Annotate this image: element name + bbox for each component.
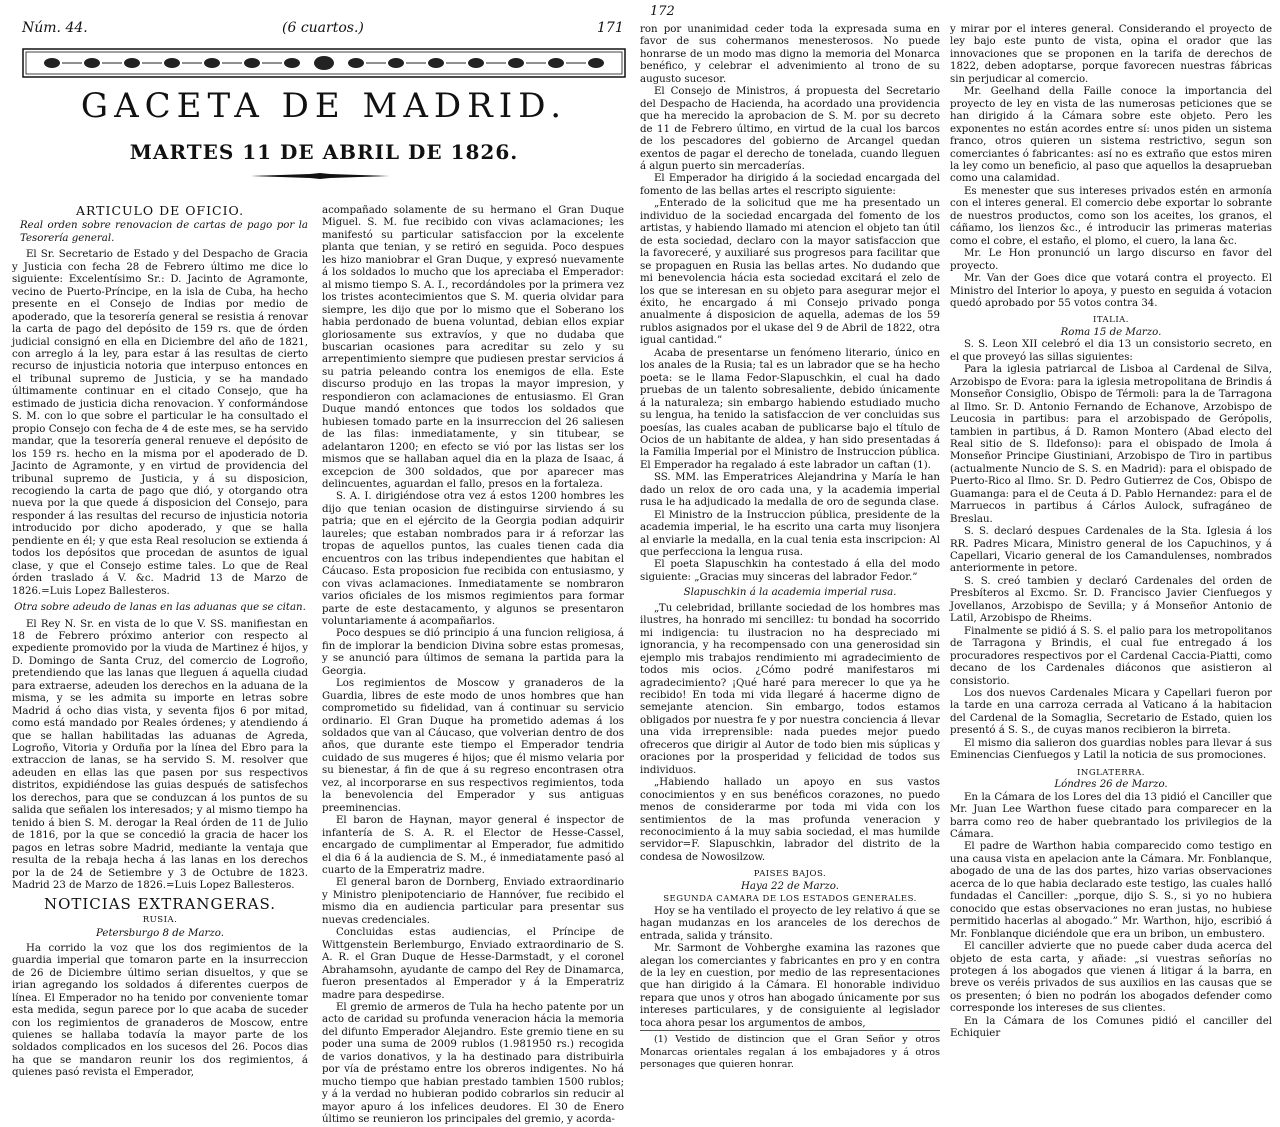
decorative-rule bbox=[250, 173, 390, 179]
section-title-oficio: ARTICULO DE OFICIO. bbox=[75, 203, 245, 218]
para-palio: Finalmente se pidió á S. S. el palio para los metropolitanos de Tarragona y Brindis, el cual fue entregado á los procuradores respectivos por el Cardenal Caccia-Piatti, como decano de los Cardenales diáconos que asistieron al consistorio. bbox=[950, 625, 1272, 687]
column-3 bbox=[640, 0, 941, 1071]
para-lehon: Mr. Le Hon pronunció un largo discurso en favor del proyecto. bbox=[950, 248, 1272, 272]
subhead-real-orden: Real orden sobre renovacion de cartas de pago por la Tesorería general. bbox=[20, 220, 308, 244]
para-geelhand: Mr. Geelhand della Faille conoce la importancia del proyecto de ley en vista de las numerosas peticiones que se han dirigido á la Cámara sobre este objeto. Pero les exponentes no están acordes entre sí: unos piden un sistema franco, otros quieren un sistema restrictivo, segun son comerciantes ó fabricantes: así no es extraño que estos miren la ley como un beneficio, al paso que aquellos la desaprueban como una calamidad. bbox=[950, 86, 1272, 185]
subhead-camara: SEGUNDA CAMARA DE LOS ESTADOS GENERALES. bbox=[663, 894, 917, 905]
header-row bbox=[22, 20, 622, 38]
para-nuevos: Los dos nuevos Cardenales Micara y Capellari fueron por la tarde en una carroza cerrada al Vaticano á la habitacion del Cardenal de la Somaglia, Secretario de Estado, quien los presentó á S. S., de cuyas manos recibieron la birreta. bbox=[950, 688, 1272, 737]
column-1 bbox=[12, 203, 308, 1079]
column-2 bbox=[322, 205, 624, 1126]
subhead-lanas: Otra sobre adeudo de lanas en las aduanas que se citan. bbox=[14, 602, 306, 614]
para-roma: S. S. Leon XII celebró el dia 13 un consistorio secreto, en el que proveyó las sillas siguientes: bbox=[950, 339, 1272, 363]
place-roma: Roma 15 de Marzo. bbox=[1060, 326, 1162, 338]
footnote: (1) Vestido de distincion que el Gran Señor y otros Monarcas orientales regalan á los embajadores y á otros personages que quieren honrar. bbox=[640, 1030, 940, 1071]
price-label: (6 cuartos.) bbox=[282, 20, 364, 36]
para-consejo: El Consejo de Ministros, á propuesta del Secretario del Despacho de Hacienda, ha acordado una providencia que ha merecido la aprobacion de S. M. por su decreto de 11 de Febrero último, en virtud de la cual los barcos de los pescadores del gobierno de Arcangel quedan exentos de pagar el derecho de tonelada, cuando lleguen á algun puerto sin mercaderías. bbox=[640, 86, 940, 172]
para-canciller: El canciller advierte que no puede caber duda acerca del objeto de esta carta, y añade: „si vuestras señorías no protegen á los abogados que vienen á litigar á la barra, en breve os veréis privados de sus auxilios en las causas que se os presenten; ó bien no podrán los abogados defender como corresponde los intereses de sus clientes. bbox=[950, 941, 1272, 1015]
para-comunes: En la Cámara de los Comunes pidió el canciller del Echiquier bbox=[950, 1015, 1272, 1040]
para-agramonte: El Sr. Secretario de Estado y del Despacho de Gracia y Justicia con fecha 28 de Febrero último me dice lo siguiente: Excelentísimo Sr.: D. Jacinto de Agramonte, vecino de Puerto-Príncipe, en la isla de Cuba, ha hecho presente en el Consejo de Indias por medio de apoderado, que la tesorería general se resistia á renovar la carta de pago del depósito de 159 rs. que de órden judicial consignó en ella en Diciembre del año de 1821, con arreglo á la ley, para estar á las resultas de cierto recurso de injusticia notoria que interpuso entonces en el tribunal supremo de Justicia, y se ha mandado últimamente continuar en el citado Consejo, que ha estimado de justicia dicha renovacion. Y conformándose S. M. con lo que sobre el particular le ha consultado el propio Consejo con fecha de 4 de este mes, se ha servido mandar, que la tesorería general renueve el depósito de los 159 rs. hecho en la misma por el apoderado de D. Jacinto de Agramonte, y en virtud de providencia del tribunal supremo de Justicia, y á su disposicion, recogiendo la carta de pago que dió, y otorgando otra nueva por la que quede á disposicion del Consejo, para responder á las resultas del recurso de injusticia notoria introducido por dicho apoderado, y que se halla pendiente en él; y que esta Real resolucion se extienda á todos los depósitos que procedan de asuntos de igual clase, y que el Consejo estime tales. Lo que de Real órden traslado á V. &c. Madrid 13 de Marzo de 1826.=Luis Lopez Ballesteros. bbox=[12, 249, 308, 597]
para-rescripto: „Enterado de la solicitud que me ha presentado un individuo de la sociedad encargada del fomento de los artistas, y habiendo llamado mi atencion el objeto tan útil de esta sociedad, declaro con la mayor satisfaccion que la favoreceré, y auxiliaré sus progresos para facilitar que se propaguen en Rusia las bellas artes. No dudando que mi benevolencia hácia esta sociedad excitará el zelo de los que se interesan en su objeto para asegurar mejor el éxito, he encargado á mi Consejo privado ponga anualmente á disposicion de aquella, ademas de los 59 rublos asignados por el ukase del 9 de Abril de 1822, otra igual cantidad.” bbox=[640, 198, 940, 347]
col2-paragraph: Concluidas estas audiencias, el Príncipe de Wittgenstein Berlemburgo, Enviado extraordinario de S. A. R. el Gran Duque de Hesse-Darmstadt, y el coronel Abrahamsohn, ayudante de campo del Rey de Dinamarca, fueron presentados al Emperador y á la Emperatriz madre para despedirse. bbox=[322, 927, 624, 1001]
para-ministro: El Ministro de la Instruccion pública, presidente de la academia imperial, le ha escrito una carta muy lisonjera al enviarle la medalla, en la cual tenia esta inscripcion: Al que perfecciona la lengua rusa. bbox=[640, 509, 940, 559]
subhead-slapuschkin: Slapuschkin á la academia imperial rusa. bbox=[683, 587, 897, 599]
para-emperador: El Emperador ha dirigido á la sociedad encargada del fomento de las bellas artes el rescripto siguiente: bbox=[640, 173, 940, 197]
para-fenomeno: Acaba de presentarse un fenómeno literario, único en los anales de la Rusia; tal es un labrador que se ha hecho poeta: se le llama Fedor-Slapuschkin, el cual ha dado pruebas de un talento sobresaliente, debido únicamente á la naturaleza; sin embargo habiendo estudiado mucho su lengua, ha tenido la satisfaccion de ver concluidas sus poesías, las cuales acaban de publicarse bajo el título de Ocios de un habitante de aldea, y han sido presentadas á la Familia Imperial por el Ministro de Instruccion pública. El Emperador ha regalado á este labrador un caftan (1). bbox=[640, 347, 940, 471]
para-intro: ron por unanimidad ceder toda la expresada suma en favor de sus cohermanos menesterosos. No puede honrarse de un modo mas digno la memoria del Monarca benéfico, y celebrar el advenimiento al trono de su augusto sucesor. bbox=[640, 24, 940, 85]
page-number-right: 172 bbox=[650, 4, 675, 19]
para-necesario: Es menester que sus intereses privados estén en armonía con el interes general. El comercio debe exportar lo sobrante de nuestros productos, como son los aceites, los granos, el cáñamo, los lienzos &c., é introducir las primeras materias como el cobre, el estaño, el plomo, el cuero, la lana &c. bbox=[950, 185, 1272, 247]
col2-paragraph: El gremio de armeros de Tula ha hecho patente por un acto de caridad su profunda veneracion hácia la memoria del difunto Emperador Alejandro. Este gremio tiene en su poder una suma de 2009 rublos (1.981950 rs.) recogida de varios donativos, y la ha destinado para distribuirla por vía de préstamo entre los obreros indigentes. No há mucho tiempo que habian prestado tambien 1500 rublos; y á la verdad no hubieran podido cobrarlos sin reducir al mayor apuro á los infelices deudores. El 30 de Enero último se reunieron los principales del gremio, y acorda- bbox=[322, 1002, 624, 1126]
country-paises-bajos: PAISES BAJOS. bbox=[753, 869, 827, 880]
place-londres: Lóndres 26 de Marzo. bbox=[1054, 779, 1168, 791]
place-petersburgo: Petersburgo 8 de Marzo. bbox=[96, 928, 224, 940]
para-creo: S. S. creó tambien y declaró Cardenales del orden de Presbíteros al Excmo. Sr. D. Francisco Javier Cienfuegos y Jovellanos, Arzobispo de Sevilla; y á Monseñor Antonio de Latil, Arzobispo de Rheims. bbox=[950, 575, 1272, 625]
masthead-title: GACETA DE MADRID. bbox=[80, 86, 568, 126]
para-lanas: El Rey N. Sr. en vista de lo que V. SS. manifiestan en 18 de Febrero próximo anterior con respecto al expediente promovido por la viuda de Martinez é hijos, y D. Domingo de Santa Cruz, del comercio de Logroño, pretendiendo que las lanas que lleguen á aquella ciudad para extraerse, adeuden los derechos en la aduana de la misma, y se les admita su importe en letras sobre Madrid á ocho dias vista, y seventa fijos 6 por mitad, como está mandado por Reales órdenes; y atendiendo á que se hallan habilitadas las aduanas de Agreda, Logroño, Vitoria y Orduña por la línea del Ebro para la extraccion de lanas, se ha servido S. M. resolver que adeuden en ellas las que pasen por sus respectivos distritos, expidiéndose las guias después de satisfechos los derechos, para que se conduzcan á los puntos de su salida que señalen los interesados; y al mismo tiempo ha tenido á bien S. M. derogar la Real órden de 11 de Julio de 1816, por la que se concedió la gracia de hacer los pagos en letras sobre Madrid, mediante la ventaja que resulta de la rebaja hecha á las lanas en los derechos por la de 24 de Setiembre y 3 de Octubre de 1823. Madrid 23 de Marzo de 1826.=Luis Lopez Ballesteros. bbox=[12, 618, 308, 892]
issue-number: Núm. 44. bbox=[22, 20, 88, 36]
col2-paragraph: S. A. I. dirigiéndose otra vez á estos 1200 hombres les dijo que tenian ocasion de distinguirse sirviendo á su patria; que en el ejército de la Georgia podian adquirir laureles; que estaban nombrados para ir á reforzar las tropas de aquellos puntos, las cuales tienen cada dia encuentros con las tribus independientes que habitan el Cáucaso. Esta proposicion fue recibida con entusiasmo, y con vivas aclamaciones. Inmediatamente se nombraron varios oficiales de los mismos regimientos para formar parte de este destacamento, y algunos se presentaron voluntariamente á acompañarlos. bbox=[322, 491, 624, 627]
para-carta2: „Habiendo hallado un apoyo en sus vastos conocimientos y en sus benéficos corazones, no puedo menos de considerarme por toda mi vida con los sentimientos de la mas profunda veneracion y reconocimiento á la muy sabia sociedad, el mas humilde servidor=F. Slapuschkin, labrador del distrito de la condesa de Nowosilzow. bbox=[640, 777, 940, 863]
masthead-date: MARTES 11 DE ABRIL DE 1826. bbox=[129, 140, 519, 164]
country-rusia: RUSIA. bbox=[142, 914, 178, 925]
col2-paragraph: Poco despues se dió principio á una funcion religiosa, á fin de implorar la bendicion Divina sobre estas promesas, y se anunció para últimos de semana la partida para la Georgia. bbox=[322, 628, 624, 677]
col2-paragraph: El general baron de Dornberg, Enviado extraordinario y Ministro plenipotenciario de Hannóver, fue recibido el mismo dia en audiencia particular para presentar sus nuevas credenciales. bbox=[322, 877, 624, 926]
para-mirar: y mirar por el interes general. Considerando el proyecto de ley bajo este punto de vista, opina el orador que las innovaciones que se proponen en la tarifa de derechos de 1822, deben adoptarse, porque favorecen nuestras fábricas sin perjudicar al comercio. bbox=[950, 24, 1272, 85]
para-poeta: El poeta Slapuschkin ha contestado á ella del modo siguiente: „Gracias muy sinceras del labrador Fedor.” bbox=[640, 559, 940, 583]
para-padre: El padre de Warthon habia comparecido como testigo en una causa vista en apelacion ante la Cámara. Mr. Fonblanque, abogado de una de las dos partes, hizo varias observaciones acerca de lo que habia declarado este testigo, las cuales halló fundadas el Canciller: „porque, dijo S. S., si yo no hubiera conocido que estas observaciones no eran justas, no hubiese permitido hacerlas al abogado.” Mr. Warthon, hijo, escribió á Mr. Fonblanque diciéndole que era un bribon, un embustero. bbox=[950, 841, 1272, 940]
para-petersburgo: Ha corrido la voz que los dos regimientos de la guardia imperial que tomaron parte en la insurreccion de 26 de Diciembre último serian disueltos, y que se irian agregando los soldados á diferentes cuerpos de línea. El Emperador no ha tenido por conveniente tomar esta medida, segun parece por lo que acaba de suceder con los regimientos de granaderos de Moscow, entre quienes se hallaba todavía la mayor parte de los soldados complicados en los sucesos del 26. Pocos dias ha que se mandaron reunir los dos regimientos, á quienes pasó revista el Emperador, bbox=[12, 942, 308, 1079]
para-sillas: Para la iglesia patriarcal de Lisboa al Cardenal de Silva, Arzobispo de Evora: para la iglesia metropolitana de Brindis á Monseñor Consiglio, Obispo de Térmoli: para la de Tarragona al Ilmo. Sr. D. Antonio Fernando de Echanove, Arzobispo de Leucosia in partibus: para el arzobispado de Gerópolis, tambien in partibus, á D. Ramon Montero (Abad electo del Real sitio de S. Ildefonso): para el obispado de Imola á Monseñor Principe Giustiniani, Arzobispo de Tiro in partibus (actualmente Nuncio de S. S. en Madrid): para el obispado de Puerto-Rico al Ilmo. Sr. D. Pedro Gutierrez de Cos, Obispo de Guamanga: para el de Ceuta á D. Pablo Hernandez: para el de Marruecos in partibus á Cárlos Aulock, sufragáneo de Breslau. bbox=[950, 364, 1272, 525]
para-cardenales: S. S. declaró despues Cardenales de la Sta. Iglesia á los RR. Padres Micara, Ministro general de los Capuchinos, y á Capellari, Vicario general de los Camandulenses, nombrados anteriormente in petore. bbox=[950, 526, 1272, 575]
col2-paragraph: acompañado solamente de su hermano el Gran Duque Miguel. S. M. fue recibido con vivas aclamaciones; les manifestó su particular satisfaccion por la excelente planta que tenian, y se retiró en seguida. Poco despues les hizo maniobrar el Gran Duque, y expresó nuevamente á los soldados lo mucho que los apreciaba el Emperador: al mismo tiempo S. A. I., recordándoles por la primera vez los tristes acontecimientos que S. M. queria olvidar para siempre, les dijo que por lo mismo que el Soberano los habia perdonado de buena voluntad, debian ellos expiar gloriosamente sus extravíos, y que no dudaba que buscarian ocasiones para acreditar su zelo y su arrepentimiento siempre que pudiesen prestar servicios á su patria peleando contra los enemigos de ella. Este discurso produjo en las tropas la mayor impresion, y respondieron con aclamaciones de entusiasmo. El Gran Duque mandó entonces que todos los soldados que hubiesen tomado parte en la insurreccion del 26 saliesen de las filas: inmediatamente, y sin titubear, se adelantaron 1200; en efecto se vió por las listas ser los mismos que se hallaban aquel dia en la plaza de Isaac, á excepcion de 300 soldados, que por aparecer mas delincuentes, aguardan el fallo, presos en la fortaleza. bbox=[322, 205, 624, 490]
country-inglaterra: INGLATERRA. bbox=[1077, 767, 1145, 778]
column-4 bbox=[950, 0, 1272, 1040]
country-italia: ITALIA. bbox=[1092, 315, 1130, 326]
place-haya: Haya 22 de Marzo. bbox=[741, 880, 839, 892]
para-sarmont: Mr. Sarmont de Vohberghe examina las razones que alegan los comerciantes y fabricantes en pro y en contra de la ley en cuestion, por medio de las representaciones que han dirigido á la Cámara. El honorable individuo repara que unos y otros han abogado únicamente por sus intereses particulares, y de consiguiente al legislador toca ahora pesar los argumentos de ambos, bbox=[640, 943, 940, 1029]
para-vandergoes: Mr. Van der Goes dice que votará contra el proyecto. El Ministro del Interior lo apoya, y puesto en seguida á votacion quedó aprobado por 55 votos contra 34. bbox=[950, 273, 1272, 309]
ornamental-border bbox=[22, 48, 626, 78]
section-noticias: NOTICIAS EXTRANGERAS. bbox=[43, 895, 277, 914]
col2-paragraph: Los regimientos de Moscow y granaderos de la Guardia, libres de este modo de unos hombres que han comprometido su fidelidad, van á continuar su servicio ordinario. El Gran Duque ha prometido ademas á los soldados que van al Cáucaso, que volverian dentro de dos años, que durante este tiempo el Emperador tendria cuidado de sus mugeres é hijos; que él mismo velaria por su bienestar, á fin de que á su regreso encontrasen otra vez, al incorporarse en sus respectivos regimientos, toda la benevolencia del Emperador y sus antiguas preeminencias. bbox=[322, 678, 624, 814]
para-haya: Hoy se ha ventilado el proyecto de ley relativo á que se hagan mudanzas en los aranceles de los derechos de entrada, salida y tránsito. bbox=[640, 905, 941, 942]
para-emperatrices: SS. MM. las Emperatrices Alejandrina y María le han dado un relox de oro cada una, y la academia imperial rusa le ha adjudicado la medalla de oro de segunda clase. bbox=[640, 472, 940, 509]
page-number-left: 171 bbox=[597, 20, 624, 36]
para-londres: En la Cámara de los Lores del dia 13 pidió el Canciller que Mr. Juan Lee Warthon fuese citado para comparecer en la barra como reo de haber quebrantado los privilegios de la Cámara. bbox=[950, 791, 1272, 840]
para-mismo: El mismo dia salieron dos guardias nobles para llevar á sus Eminencias Cienfuegos y Latil la noticia de sus promociones. bbox=[950, 737, 1272, 762]
para-carta: „Tu celebridad, brillante sociedad de los hombres mas ilustres, ha honrado mi sencillez: tu bondad ha socorrido mi indigencia: tu ilustracion no ha despreciado mi ignorancia, y ha recompensado con una generosidad sin ejemplo mis trabajos rendimiento mi agradecimiento de todos mis ocios. ¿Cómo podré manifestaros mi agradecimiento? ¡Qué haré para merecer lo que ya he recibido! En toda mi vida llegaré á hacerme digno de semejante atencion. Sin embargo, todos estamos obligados por nuestra fe y por nuestra conciencia á llevar una vida irreprensible: nada puedes mejor puedo ofreceros que dirigir al Autor de todo bien mis súplicas y oraciones por la prosperidad y felicidad de todos sus individuos. bbox=[640, 602, 940, 776]
col2-paragraph: El baron de Haynan, mayor general é inspector de infantería de S. A. R. el Elector de Hesse-Cassel, encargado de cumplimentar al Emperador, fue admitido el dia 6 á la audiencia de S. M., é inmediatamente pasó al cuarto de la Emperatriz madre. bbox=[322, 815, 624, 877]
